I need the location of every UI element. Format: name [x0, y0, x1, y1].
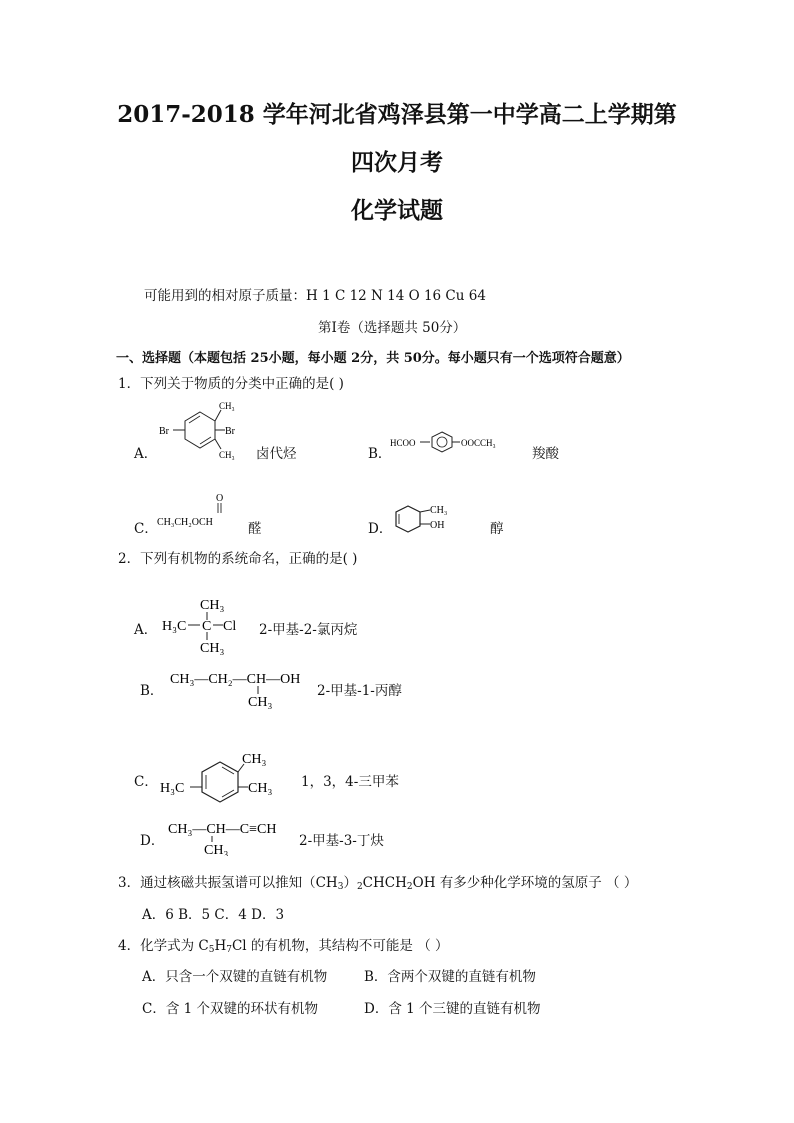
q1-a-ch3-top: CH₃ [219, 401, 235, 411]
q3-paren-close: ） [343, 875, 357, 891]
q1-a-br-left: Br [159, 426, 169, 437]
q4-stem-pre: 4．化学式为 C [118, 938, 209, 954]
q4-sub-7: 7 [226, 945, 232, 955]
q1-b-left-group: HCOO [390, 438, 416, 448]
q2-stem: 2．下列有机物的系统命名，正确的是( ) [118, 551, 358, 567]
q1-a-ch3-bottom: CH₃ [219, 450, 235, 460]
q4-option-a: A．只含一个双键的直链有机物 [142, 969, 328, 985]
q1-c-letter: C． [134, 521, 158, 537]
q2-a-bottom: CH₃ [200, 641, 225, 656]
q4-option-c: C．含 1 个双键的环状有机物 [142, 1001, 319, 1017]
q2-b-chain: CH₃—CH₂—CH—OH [170, 672, 301, 687]
q3-stem-end: OH 有多少种化学环境的氢原子 （ ） [412, 875, 638, 891]
q2-c-name: 1，3，4-三甲苯 [301, 774, 399, 790]
q1-d-oh: OH [430, 520, 445, 531]
q2-a-left: H₃C [162, 619, 187, 634]
q3-sub-2a: 2 [356, 882, 363, 892]
atomic-masses: 可能用到的相对原子质量：H 1 C 12 N 14 O 16 Cu 64 [144, 288, 486, 304]
q3-stem-post: CHCH [362, 875, 407, 891]
q1-b-letter: B． [368, 446, 392, 462]
q3-stem [118, 871, 637, 892]
q1-a-br-right: Br [225, 426, 235, 437]
q2-b-structure [168, 666, 308, 710]
q4-stem [118, 934, 449, 955]
q2-a-right: Cl [223, 619, 237, 634]
q4-option-b: B．含两个双键的直链有机物 [364, 969, 536, 985]
q1-b-right-group: OOCCH₃ [461, 438, 496, 448]
q2-c-top: CH₃ [242, 752, 267, 767]
q2-a-center: C [202, 619, 212, 634]
q1-c-label: 醛 [248, 521, 262, 537]
q4-formula-h: H [214, 938, 227, 954]
title-line-1: 2017-2018 学年河北省鸡泽县第一中学高二上学期第 [117, 101, 677, 128]
q1-d-ch3: CH₃ [430, 505, 448, 516]
q2-b-name: 2-甲基-1-丙醇 [317, 683, 402, 699]
q2-d-chain: CH₃—CH—C≡CH [168, 822, 277, 837]
q4-formula-rest: Cl 的有机物，其结构不可能是 （ ） [231, 938, 449, 954]
title-line-3: 化学试题 [351, 197, 443, 224]
q1-a-label: 卤代烃 [256, 446, 297, 462]
q4-option-d: D．含 1 个三键的直链有机物 [364, 1001, 541, 1017]
q1-b-label: 羧酸 [532, 446, 559, 462]
q1-c-structure [155, 490, 245, 530]
title-line-2: 四次月考 [351, 149, 443, 176]
q4-sub-5: 5 [208, 945, 215, 955]
q2-c-letter: C． [134, 774, 158, 790]
q2-a-name: 2-甲基-2-氯丙烷 [259, 622, 358, 638]
q3-options: A．6 B．5 C．4 D．3 [142, 907, 285, 923]
q2-c-right: CH₃ [248, 781, 273, 796]
q2-d-structure [166, 816, 286, 856]
q2-c-left: H₃C [160, 781, 185, 796]
q1-a-structure [155, 396, 245, 462]
q2-b-branch: CH₃ [248, 695, 273, 710]
q2-a-structure [160, 592, 250, 658]
q1-d-letter: D． [368, 521, 393, 537]
q1-c-chain: CH₃CH₂OCH [157, 517, 213, 528]
q2-d-letter: D． [140, 833, 165, 849]
q1-c-carbonyl-o: O [216, 493, 224, 504]
q1-b-structure [388, 424, 528, 460]
q2-a-top: CH₃ [200, 598, 225, 613]
q2-d-name: 2-甲基-3-丁炔 [299, 833, 384, 849]
q1-d-structure [390, 500, 460, 536]
q1-stem: 1．下列关于物质的分类中正确的是( ) [118, 376, 344, 392]
q3-stem-pre: 3．通过核磁共振氢谱可以推知（CH [118, 875, 338, 891]
section-header: 一、选择题（本题包括 25小题，每小题 2分，共 50分。每小题只有一个选项符合题意） [116, 351, 630, 366]
q3-sub-3: 3 [337, 882, 344, 892]
q2-b-letter: B． [140, 683, 164, 699]
q3-sub-2b: 2 [406, 882, 413, 892]
q2-d-branch: CH₃ [204, 843, 229, 856]
q2-a-letter: A． [134, 622, 158, 638]
q1-a-letter: A． [134, 446, 158, 462]
q1-d-label: 醇 [490, 521, 504, 537]
q2-c-structure [158, 750, 288, 810]
volume-header: 第Ⅰ卷（选择题共 50分） [318, 320, 467, 336]
